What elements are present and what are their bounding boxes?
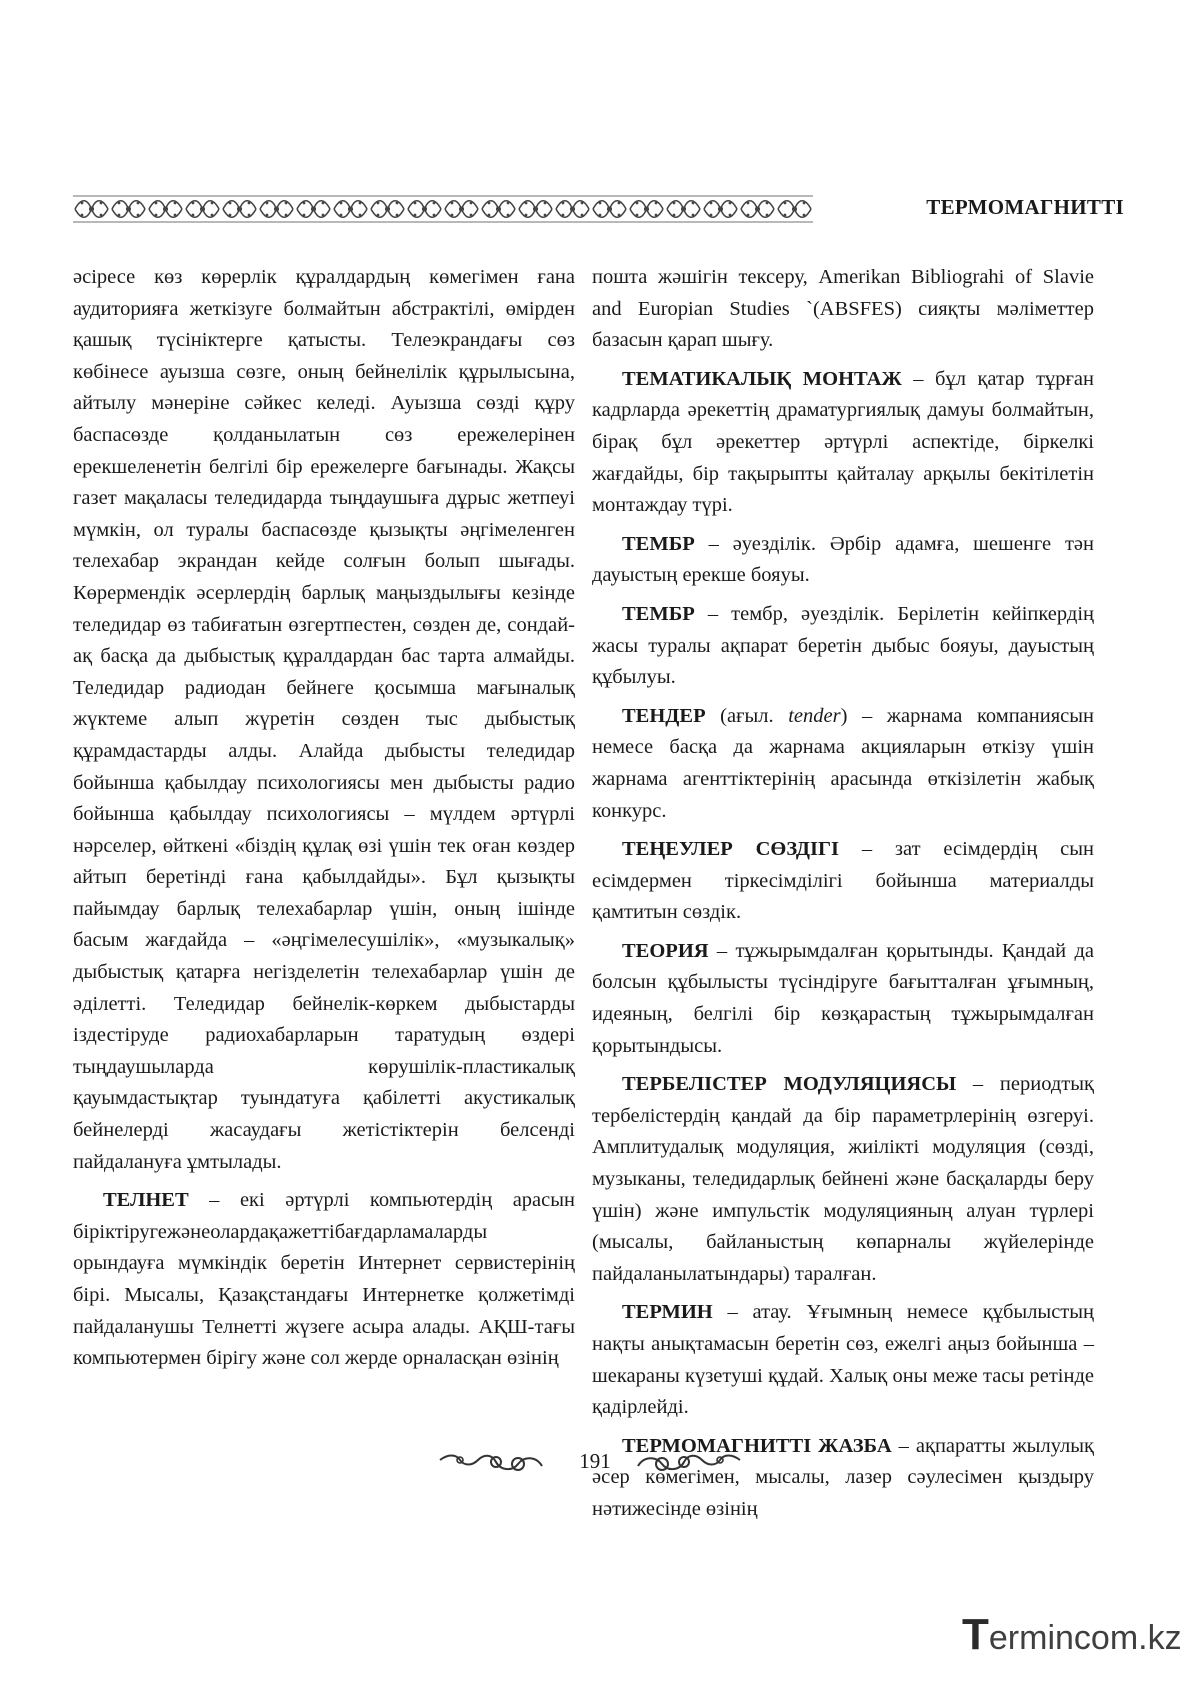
definition: – бұл қатар тұрған кадрларда әрекеттің драматургиялық дамуы болмайтын, бірақ бұл әрекеттер әртүрлі аспектіде, біркелкі жағдайды, бір тақырыпты қайталау арқылы бекітілетін монтаждау түрі. [592,367,1094,517]
term-telnet: ТЕЛНЕТ [103,1189,189,1212]
definition: – периодтық тербелістердің қандай да бір параметрлерінің өзгеруі. Амплитудалық модуляция, жиілікті модуляция (сөзді, музыканы, теледидарлық бейнені және басқаларды беру үшін) және импульстік модуляцияның алуан түрлері (мысалы, байланыстың көпарналы жүйелерінде пайдаланылатындары) таралған. [592,1073,1094,1285]
entry-thematic-montage [592,364,1094,522]
definition: ) – жарнама компаниясын немесе басқа да жарнама акцияларын өткізу үшін жарнама агенттіктерінің арасында өткізілетін жабық конкурс. [592,704,1094,822]
entry-timbre-2 [592,599,1094,694]
footer-ornament-left-icon [438,1448,548,1476]
running-head: ТЕРМОМАГНИТТІ [926,195,1124,219]
term: ТЕРМОМАГНИТТІ ЖАЗБА [622,1434,892,1457]
watermark-text: ermincom.kz [988,1619,1182,1657]
entry-theory [592,936,1094,1062]
definition: – әуезділік. Әрбір адамға, шешенге тән дауыстың ерекше бояуы. [592,532,1094,587]
entry-telnet [73,1185,575,1375]
term: ТЕРМИН [622,1301,713,1324]
definition-telnet: – екі әртүрлі компьютердің арасын біріктіругежәнеолардақажеттібағдарламаларды орындауға мүмкіндік беретін Интернет сервистерінің бірі. Мысалы, Қазақстандағы Интернетке қолжетімді пайдаланушы Телнетті жүзеге асыра алады. АҚШ-тағы компьютермен бірігу және сол жерде орналасқан өзінің [73,1189,575,1370]
entry-term [592,1297,1094,1423]
definition: – атау. Ұғымның немесе құбылыстың нақты анықтамасын беретін сөз, ежелгі аңыз бойынша – шекараны күзетуші құдай. Халық оны меже тасы ретінде қадірлейді. [592,1301,1094,1419]
footer-ornament-right-icon [632,1448,742,1476]
watermark-letter: T [962,1610,989,1659]
entry-tender [592,701,1094,827]
page-number: 191 [579,1449,611,1473]
definition: – зат есімдердің сын есімдермен тіркесімділігі бойынша материалды қамтитын сөздік. [592,838,1095,924]
term: ТЕМАТИКАЛЫҚ МОНТАЖ [622,367,902,390]
left-column [73,262,575,1375]
left-paragraph-1: әсіресе көз көрерлік құралдардың көмегімен ғана аудиторияға жеткізуге болмайтын абстрактілі, өмірден қашық түсініктерге қатысты. Телеэкрандағы сөз көбінесе ауызша сөзге, оның бейнелілік құрылысына, айтылу мәнеріне сәйкес келеді. Ауызша сөзді құру баспасөзде қолданылатын сөз ережелерінен ерекшеленетін белгілі бір ережелерге бағынады. Жақсы газет мақаласы теледидарда тыңдаушыға дұрыс жетпеуі мүмкін, ол туралы баспасөзде қызықты әңгімеленген телехабар экрандан кейде солғын болып шығады. Көрермендік әсерлердің барлық маңыздылығы кезінде теледидар өз табиғатын өзгертпестен, сөзден де, сондай-ақ басқа да дыбыстық құралдардан бас тарта алмайды. Теледидар радиодан бейнеге қосымша мағыналық жүктеме алып жүретін сөзден тыс дыбыстық құрамдастарды алды. Алайда дыбысты теледидар бойынша қабылдау психологиясы мен дыбысты радио бойынша қабылдау психологиясы – мүлдем әртүрлі нәрселер, өйткені «біздің құлақ өзі үшін тек оған көздер айтып беретінді ғана қабылдайды». Бұл қызықты пайымдау барлық телехабарлар үшін, оның ішінде басым жағдайда – «әңгімелесушілік», «музыкалық» дыбыстық қатарға негізделетін телехабарлар үшін де әділетті. Теледидар бейнелік-көркем дыбыстарды іздестіруде радиохабарларын таратудың өздері тыңдаушыларда көрушілік-пластикалық қауымдастықтар туындатуға қабілетті акустикалық бейнелерді жасаудағы жетістіктерін белсенді пайдалануға ұмтылады. [73,266,575,1173]
term: ТЕРБЕЛІСТЕР МОДУЛЯЦИЯСЫ [622,1073,957,1096]
entry-modulation [592,1069,1094,1290]
definition: – тембр, әуезділік. Берілетін кейіпкердің жасы туралы ақпарат беретін дыбыс бояуы, дауыстың құбылуы. [592,602,1094,689]
entry-thermomagnetic-recording [592,1431,1094,1526]
entry-timbre-1 [592,529,1094,592]
definition-italic: tender [788,704,841,727]
header-ornament-band [73,194,813,224]
right-paragraph-1: пошта жәшігін тексеру, Amerikan Bibliograhi of Slavie and Europian Studies `(ABSFES) сияқты мәліметтер базасын қарап шығу. [592,266,1094,352]
definition: – ақпаратты жылулық әсер көмегімен, мысалы, лазер сәулесімен қыздыру нәтижесінде өзінің [592,1434,1094,1520]
term: ТЕМБР [622,602,695,625]
term: ТЕОРИЯ [622,939,709,962]
definition: – тұжырымдалған қорытынды. Қандай да болсын құбылысты түсіндіруге бағытталған ұғымның, идеяның, белгілі бір көзқарастың тұжырымдалған қорытындысы. [592,939,1094,1057]
site-watermark [962,1610,1182,1659]
entry-comparison-dictionary [592,834,1094,929]
term: ТЕНДЕР [622,704,706,727]
definition-prefix: (ағыл. [705,704,789,727]
term: ТЕҢЕУЛЕР СӨЗДІГІ [622,838,840,861]
right-column [592,262,1094,1526]
term: ТЕМБР [622,532,695,555]
